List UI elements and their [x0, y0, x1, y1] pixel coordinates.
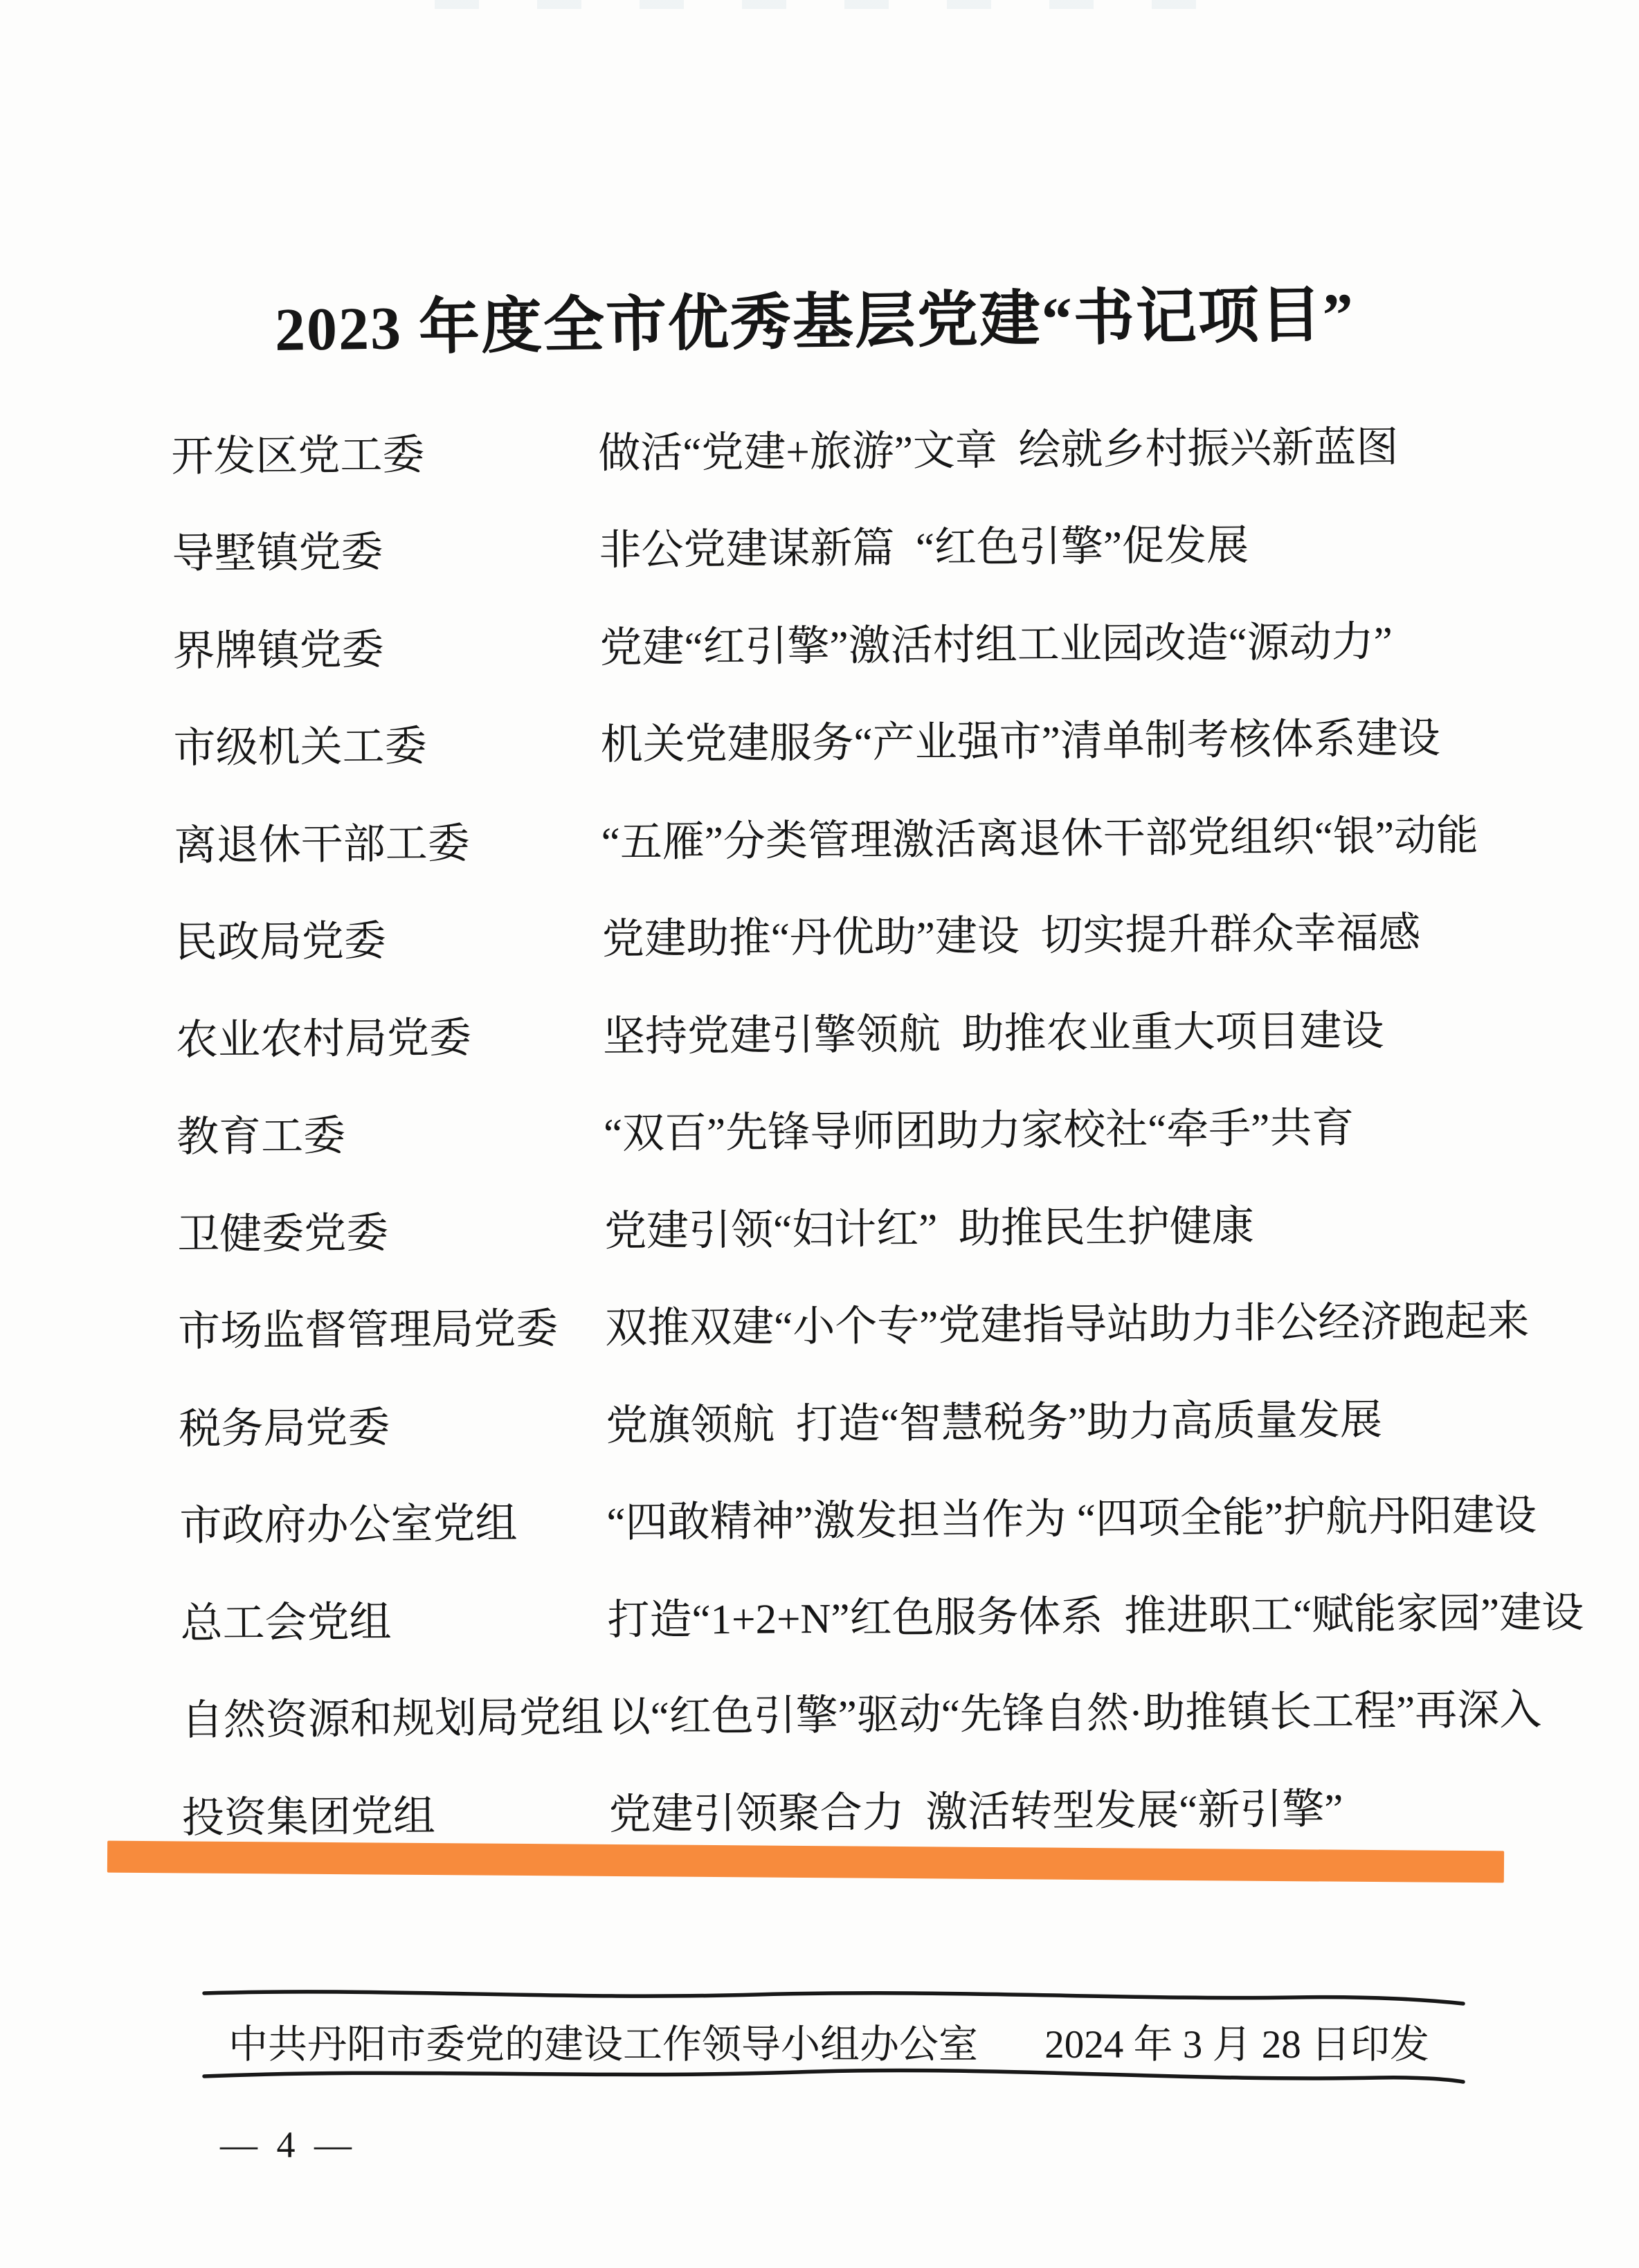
list-item	[177, 1172, 1566, 1280]
project-title: “双百”先锋导师团助力家校社“牵手”共育	[603, 1105, 1355, 1158]
project-title: 党建引领“妇计红” 助推民生护健康	[604, 1203, 1255, 1255]
project-title: 以“红色引擎”驱动“先锋自然·助推镇长工程”再深入	[608, 1687, 1542, 1741]
org-name: 教育工委	[176, 1113, 346, 1161]
list-item	[172, 491, 1560, 599]
org-name: 市政府办公室党组	[179, 1500, 518, 1550]
issue-date: 2024 年 3 月 28 日印发	[1044, 2023, 1429, 2067]
list-item	[173, 685, 1561, 793]
org-name: 界牌镇党委	[172, 626, 384, 675]
project-title: 非公党建谋新篇 “红色引擎”促发展	[599, 523, 1249, 574]
footer-text-row	[228, 2013, 1429, 2069]
list-item	[178, 1269, 1566, 1377]
org-name: 自然资源和规划局党组	[181, 1694, 604, 1745]
list-item	[180, 1561, 1584, 1669]
org-name: 市场监督管理局党委	[178, 1306, 559, 1356]
issuing-office: 中共丹阳市委党的建设工作领导小组办公室	[228, 2023, 978, 2067]
page-number: — 4 —	[220, 2124, 356, 2166]
project-title: 党建引领聚合力 激活转型发展“新引擎”	[608, 1786, 1343, 1839]
project-title: “四敢精神”激发担当作为 “四项全能”护航丹阳建设	[606, 1493, 1537, 1547]
org-name: 导墅镇党委	[172, 529, 383, 578]
award-list	[171, 394, 1584, 1863]
project-title: 机关党建服务“产业强市”清单制考核体系建设	[600, 716, 1441, 769]
project-title: 双推双建“小个专”党建指导站助力非公经济跑起来	[604, 1298, 1530, 1352]
org-name: 总工会党组	[180, 1599, 392, 1648]
org-name: 开发区党工委	[171, 432, 425, 481]
project-title: 党建助推“丹优助”建设 切实提升群众幸福感	[601, 910, 1421, 963]
list-item	[171, 394, 1559, 502]
project-title: 党旗领航 打造“智慧税务”助力高质量发展	[606, 1397, 1383, 1450]
project-title: 打造“1+2+N”红色服务体系 推进职工“赋能家园”建设	[607, 1590, 1584, 1644]
list-item	[181, 1658, 1569, 1766]
project-title: 党建“红引擎”激活村组工业园改造“源动力”	[599, 619, 1393, 672]
list-item	[179, 1463, 1568, 1571]
org-name: 卫健委党委	[176, 1210, 389, 1259]
page-title: 2023 年度全市优秀基层党建“书记项目”	[274, 282, 1355, 364]
list-item	[174, 880, 1563, 988]
list-item	[172, 588, 1561, 696]
list-item	[174, 783, 1562, 891]
org-name: 投资集团党组	[181, 1793, 436, 1842]
project-title: 坚持党建引擎领航 助推农业重大项目建设	[602, 1008, 1384, 1061]
org-name: 离退休干部工委	[174, 820, 471, 870]
list-item	[175, 977, 1564, 1085]
org-name: 农业农村局党委	[175, 1015, 472, 1064]
issuance-footer	[202, 1986, 1465, 2097]
org-name: 市级机关工委	[173, 723, 427, 772]
list-item	[176, 1074, 1564, 1182]
project-title: 做活“党建+旅游”文章 绘就乡村振兴新蓝图	[598, 424, 1399, 478]
list-item	[179, 1366, 1567, 1474]
org-name: 税务局党委	[179, 1404, 390, 1453]
project-title: “五雁”分类管理激活离退休干部党组织“银”动能	[601, 813, 1479, 867]
org-name: 民政局党委	[174, 918, 387, 967]
